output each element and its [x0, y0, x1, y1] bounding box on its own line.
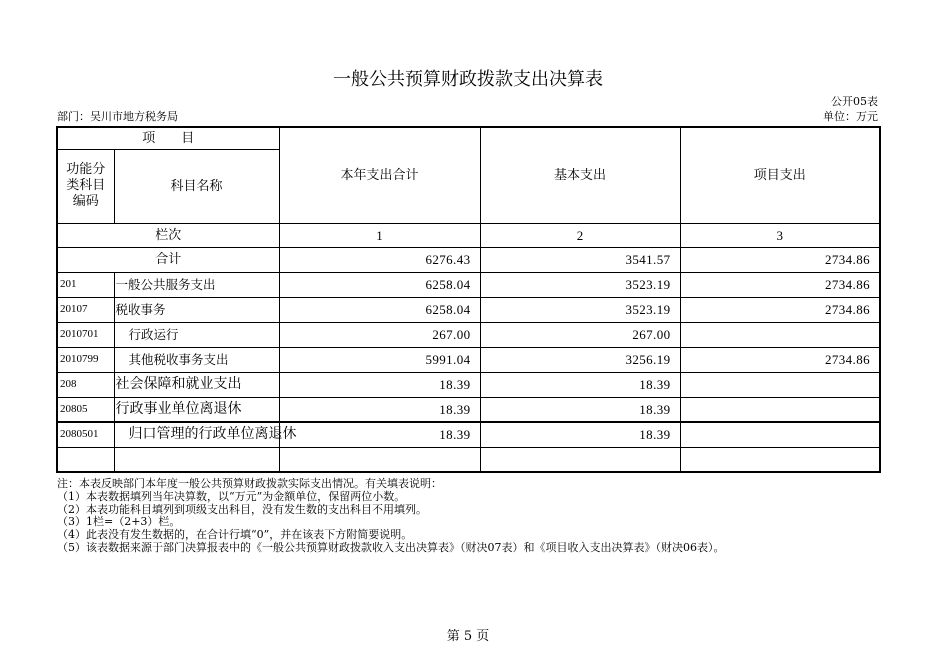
- subject-code-cell: 201: [57, 272, 114, 297]
- basic-expenditure-cell: 3523.19: [480, 272, 680, 297]
- project-expenditure-cell: [680, 447, 880, 472]
- project-expenditure-header: 项目支出: [680, 127, 880, 223]
- table-row: [57, 347, 880, 372]
- project-expenditure-cell: [680, 372, 880, 397]
- subject-code-cell: 2080501: [57, 422, 114, 447]
- subject-code-cell: 2010701: [57, 322, 114, 347]
- table-row: [57, 297, 880, 322]
- subject-name-header: 科目名称: [114, 149, 279, 223]
- function-code-header-label: 功能分类科目编码: [66, 162, 106, 209]
- sum-label: 合计: [57, 247, 279, 272]
- subject-name-cell: 一般公共服务支出: [114, 272, 279, 297]
- table-row: [57, 422, 880, 447]
- total-expenditure-cell: 5991.04: [279, 347, 480, 372]
- subject-name-cell: 行政运行: [114, 322, 279, 347]
- subject-name-cell: 其他税收事务支出: [114, 347, 279, 372]
- column-index-basic: 2: [480, 223, 680, 247]
- project-expenditure-cell: 2734.86: [680, 347, 880, 372]
- total-expenditure-cell: 267.00: [279, 322, 480, 347]
- note-line: （5）该表数据来源于部门决算报表中的《一般公共预算财政拨款收入支出决算表》（财决07表）和《项目收入支出决算表》（财决06表）。: [57, 540, 725, 554]
- subject-code-cell: [57, 447, 114, 472]
- notes: [57, 478, 725, 555]
- total-expenditure-cell: 18.39: [279, 422, 480, 447]
- basic-expenditure-header: 基本支出: [480, 127, 680, 223]
- table-row: [57, 322, 880, 347]
- table-row: [57, 272, 880, 297]
- sum-project-cell: 2734.86: [680, 247, 880, 272]
- total-expenditure-cell: 6258.04: [279, 272, 480, 297]
- total-expenditure-cell: 18.39: [279, 372, 480, 397]
- subject-code-cell: 20107: [57, 297, 114, 322]
- basic-expenditure-cell: 267.00: [480, 322, 680, 347]
- sum-total-cell: 6276.43: [279, 247, 480, 272]
- project-expenditure-cell: [680, 422, 880, 447]
- subject-name-cell: 归口管理的行政单位离退休: [114, 422, 279, 447]
- project-expenditure-cell: [680, 397, 880, 422]
- total-expenditure-cell: 6258.04: [279, 297, 480, 322]
- subject-code-cell: 2010799: [57, 347, 114, 372]
- note-line: （2）本表功能科目填列到项级支出科目，没有发生数的支出科目不用填列。: [57, 502, 427, 516]
- note-line: （4）此表没有发生数据的，在合计行填“0”，并在该表下方附简要说明。: [57, 528, 413, 542]
- header-row: [57, 127, 880, 149]
- subject-name-cell: 税收事务: [114, 297, 279, 322]
- total-expenditure-header: 本年支出合计: [279, 127, 480, 223]
- empty-table-row: [57, 447, 880, 472]
- subject-name-cell: [114, 447, 279, 472]
- basic-expenditure-cell: 18.39: [480, 422, 680, 447]
- basic-expenditure-cell: 3523.19: [480, 297, 680, 322]
- total-expenditure-cell: 18.39: [279, 397, 480, 422]
- project-expenditure-cell: [680, 322, 880, 347]
- sum-row: [57, 247, 880, 272]
- note-line: （1）本表数据填列当年决算数，以“万元”为金额单位，保留两位小数。: [57, 489, 406, 503]
- column-index-label: 栏次: [57, 223, 279, 247]
- table-row: [57, 397, 880, 422]
- note-line: 注：本表反映部门本年度一般公共预算财政拨款实际支出情况。有关填表说明：: [57, 477, 442, 490]
- subject-name-cell: 行政事业单位离退休: [114, 397, 279, 422]
- function-code-header: [57, 149, 114, 223]
- total-expenditure-cell: [279, 447, 480, 472]
- unit-label: 单位：万元: [823, 110, 878, 123]
- sum-basic-cell: 3541.57: [480, 247, 680, 272]
- report-title: 一般公共预算财政拨款支出决算表: [333, 69, 603, 90]
- table-row: [57, 372, 880, 397]
- subject-name-cell: 社会保障和就业支出: [114, 372, 279, 397]
- project-expenditure-cell: 2734.86: [680, 272, 880, 297]
- basic-expenditure-cell: 18.39: [480, 397, 680, 422]
- subject-code-cell: 208: [57, 372, 114, 397]
- basic-expenditure-cell: [480, 447, 680, 472]
- project-expenditure-cell: 2734.86: [680, 297, 880, 322]
- column-index-total: 1: [279, 223, 480, 247]
- basic-expenditure-cell: 3256.19: [480, 347, 680, 372]
- page-number: 第 5 页: [446, 629, 490, 644]
- form-code: 公开05表: [831, 95, 878, 108]
- note-line: （3）1栏=（2+3）栏。: [57, 515, 181, 529]
- expenditure-table: [56, 126, 881, 473]
- item-header: 项 目: [57, 127, 279, 149]
- column-index-row: [57, 223, 880, 247]
- column-index-project: 3: [680, 223, 880, 247]
- department-label: 部门：吴川市地方税务局: [57, 110, 178, 123]
- basic-expenditure-cell: 18.39: [480, 372, 680, 397]
- subject-code-cell: 20805: [57, 397, 114, 422]
